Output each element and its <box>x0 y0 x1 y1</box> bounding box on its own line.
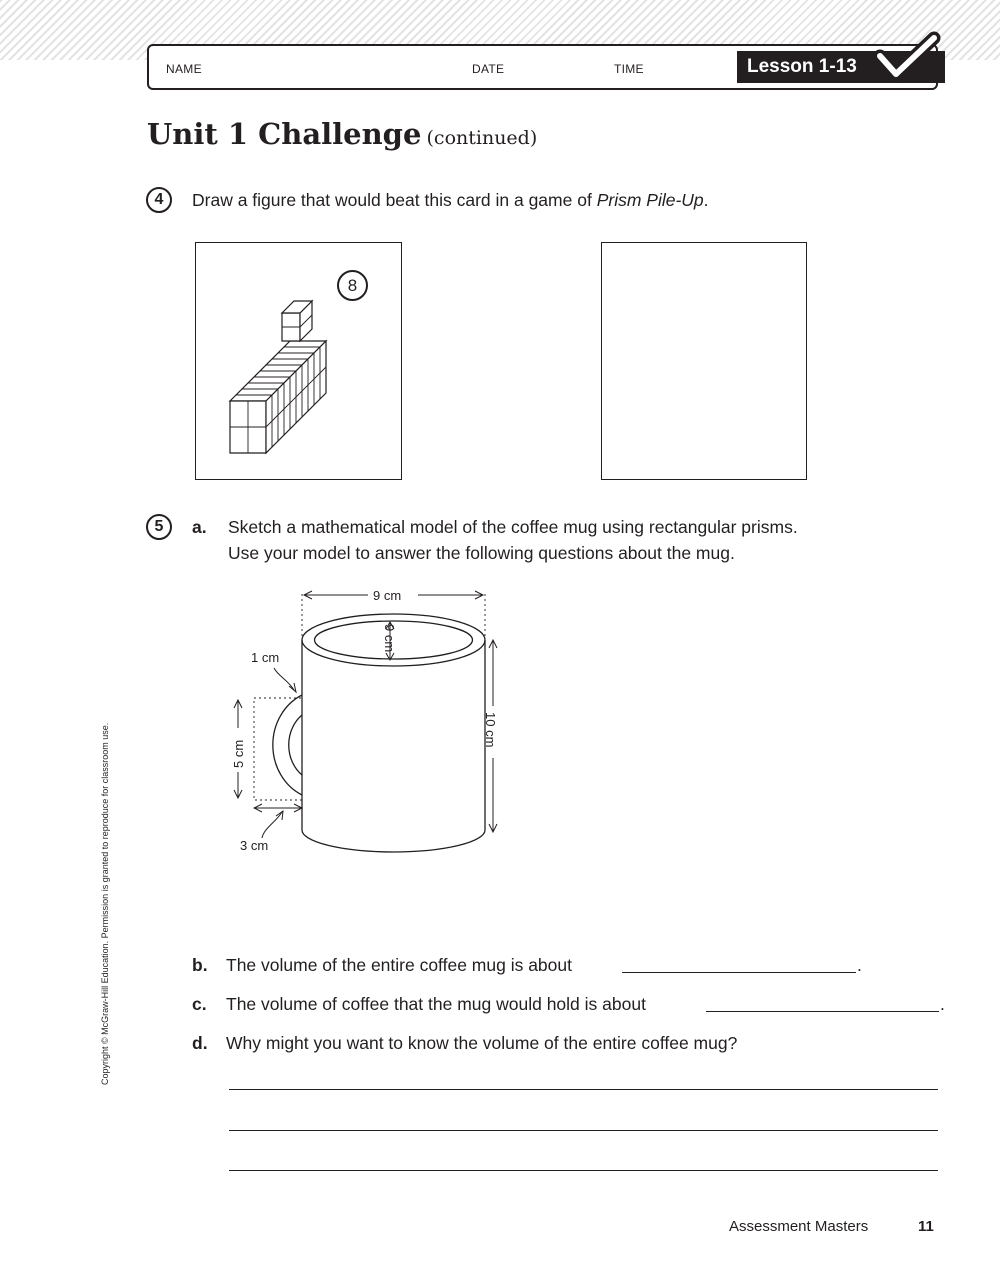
page-number: 11 <box>918 1218 934 1235</box>
q4-prompt-text: Draw a figure that would beat this card in a game of <box>192 190 592 210</box>
label-handle-height: 5 cm <box>231 739 246 768</box>
q5a-line1: Sketch a mathematical model of the coffee mug using rectangular prisms. <box>228 517 798 537</box>
q5d-letter: d. <box>192 1033 208 1053</box>
copyright-notice: Copyright © McGraw-Hill Education. Permission is granted to reproduce for classroom use. <box>100 722 110 1085</box>
label-height: 10 cm <box>483 712 498 748</box>
q5c-answer-blank[interactable] <box>706 1011 939 1012</box>
q5c-text: The volume of coffee that the mug would hold is about <box>226 994 646 1014</box>
time-label: TIME <box>614 62 644 76</box>
q4-prompt-end: . <box>703 190 709 210</box>
q5b-end: . <box>857 955 862 975</box>
label-inner-depth: 9 cm <box>382 624 397 653</box>
page-title <box>147 117 537 151</box>
q5d-text: Why might you want to know the volume of the entire coffee mug? <box>226 1033 738 1053</box>
label-top-width: 9 cm <box>373 588 402 603</box>
q5b-text: The volume of the entire coffee mug is about <box>226 955 572 975</box>
q5a-line2: Use your model to answer the following questions about the mug. <box>228 543 735 563</box>
q5b-answer-blank[interactable] <box>622 972 856 973</box>
drawing-answer-box[interactable] <box>601 242 807 480</box>
question-number-5: 5 <box>146 514 172 540</box>
footer-label: Assessment Masters <box>729 1218 869 1235</box>
q4-game-name: Prism Pile-Up <box>596 190 704 210</box>
q5c-letter: c. <box>192 994 207 1014</box>
q5c-end: . <box>940 994 945 1014</box>
q5b-letter: b. <box>192 955 208 975</box>
checkmark-icon <box>872 30 944 86</box>
stacked-cubes-figure <box>196 243 400 479</box>
answer-line-3[interactable] <box>229 1170 938 1171</box>
coffee-mug-figure <box>220 580 520 880</box>
answer-line-1[interactable] <box>229 1089 938 1090</box>
answer-line-2[interactable] <box>229 1130 938 1131</box>
title-main: Unit 1 Challenge <box>147 117 422 151</box>
date-label: DATE <box>472 62 505 76</box>
lesson-label: Lesson 1-13 <box>747 56 857 77</box>
label-handle-thickness: 1 cm <box>251 650 280 665</box>
title-sub: (continued) <box>426 127 538 149</box>
q5a-letter: a. <box>192 517 207 537</box>
question-number-4: 4 <box>146 187 172 213</box>
label-handle-width: 3 cm <box>240 838 269 853</box>
card-value-badge: 8 <box>337 270 368 301</box>
prism-card <box>195 242 402 480</box>
name-label: NAME <box>166 62 202 76</box>
q4-prompt <box>192 190 709 211</box>
